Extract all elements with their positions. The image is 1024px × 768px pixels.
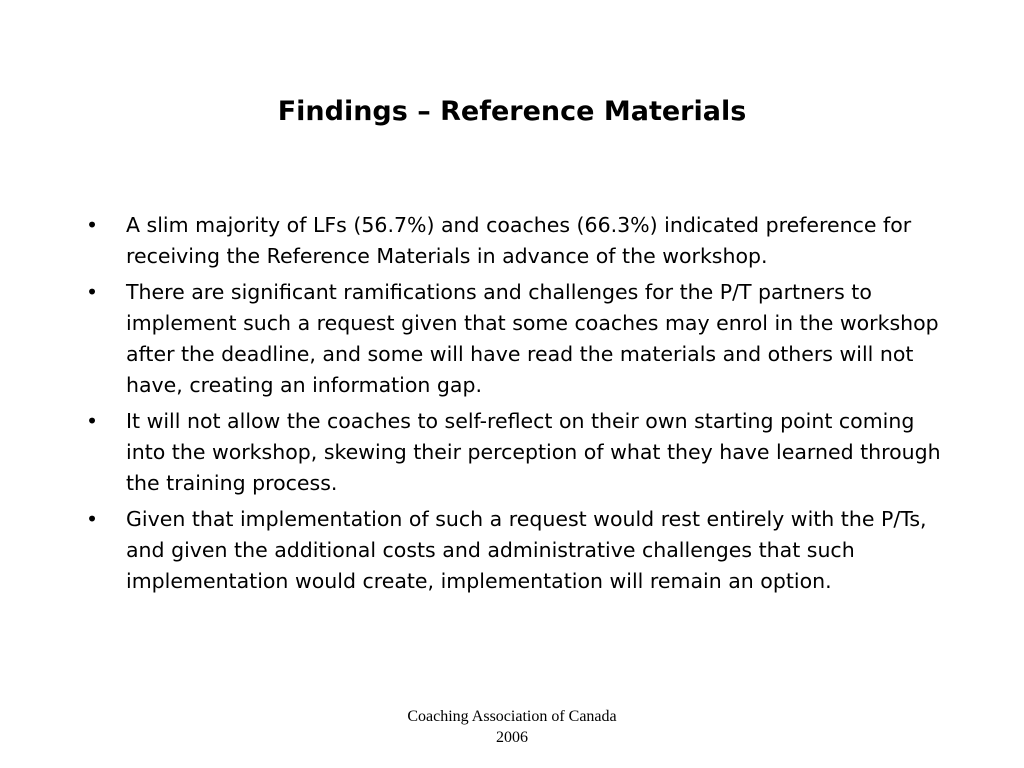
bullet-marker-icon: •	[86, 280, 99, 304]
bullet-text: A slim majority of LFs (56.7%) and coaches (66.3%) indicated preference for receiving the Reference Materials in advance of the workshop.	[126, 213, 912, 268]
bullet-text: It will not allow the coaches to self-reflect on their own starting point coming into the workshop, skewing their perception of what they have learned through the training process.	[126, 409, 941, 495]
slide-title: Findings – Reference Materials	[277, 96, 747, 127]
bullet-text: Given that implementation of such a request would rest entirely with the P/Ts, and given the additional costs and administrative challenges that such implementation would create, implementation will remain an option.	[126, 507, 927, 593]
footer-year: 2006	[496, 729, 528, 746]
bullet-marker-icon: •	[86, 507, 99, 531]
slide-footer	[312, 706, 712, 748]
bullet-item	[86, 210, 946, 272]
bullet-marker-icon: •	[86, 213, 99, 237]
bullet-item	[86, 406, 946, 499]
bullet-marker-icon: •	[86, 409, 99, 433]
bullet-item	[86, 504, 946, 597]
bullet-item	[86, 277, 946, 401]
bullet-list	[86, 210, 946, 602]
bullet-text: There are significant ramifications and challenges for the P/T partners to implement such a request given that some coaches may enrol in the workshop after the deadline, and some will have read the materials and others will not have, creating an information gap.	[126, 280, 939, 397]
footer-organization: Coaching Association of Canada	[407, 708, 617, 725]
